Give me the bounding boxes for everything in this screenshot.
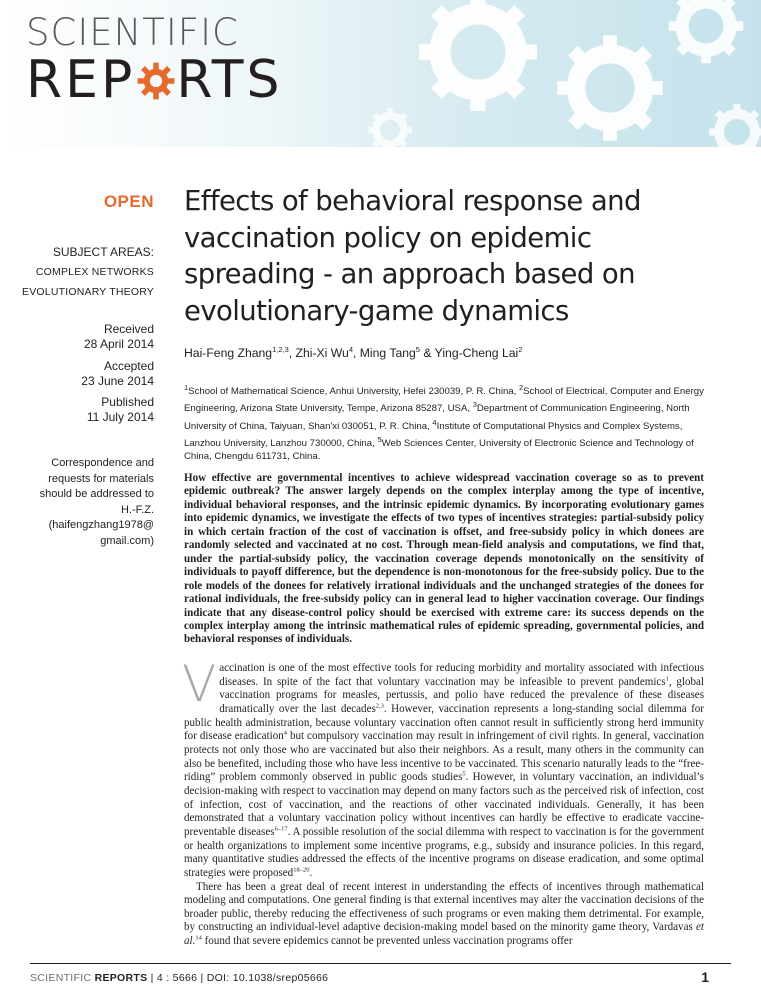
italic-text: et al.: [184, 921, 704, 948]
correspondence-line: should be addressed to: [39, 488, 154, 501]
footer-doi[interactable]: | 4 : 5666 | DOI: 10.1038/srep05666: [150, 972, 329, 984]
accepted-label: Accepted: [103, 359, 154, 373]
gear-icon: [419, 0, 537, 111]
author-name[interactable]: Zhi-Xi Wu: [295, 346, 349, 361]
abstract: How effective are governmental incentives to achieve widespread vaccination coverage so as to prevent epidemic outbreak? The answer largely depends on the complex interplay among the type of incentive, individual behavioral responses, and the intrinsic epidemic dynamics. By incorporating evolutionary games into epidemic dynamics, we investigate the effects of two types of incentives strategies: partial-subsidy policy in which certain fraction of the cost of vaccination is offset, and free-subsidy policy in which donees are randomly selected and vaccinated at no cost. Through mean-field analysis and computations, we find that, under the partial-subsidy policy, the vaccination coverage depends monotonically on the sensitivity of individuals to payoff difference, but the dependence is non-monotonous for the free-subsidy policy. Due to the role models of the donees for relatively irrational individuals and the unchanged strategies of the donees for rational individuals, the free-subsidy policy can in general lead to higher vaccination coverage. Our findings indicate that any disease-control policy should be exercised with extreme care: its success depends on the complex interplay among the intrinsic mathematical rules of epidemic spreading, governmental policies, and behavioral responses of individuals.: [184, 472, 704, 646]
text-run: . However, vaccination represents a long-standing social dilemma for public health administration, because voluntary vaccination often cannot result in sufficiently strong herd immunity for disease eradication: [184, 702, 704, 743]
paragraph-runs: [184, 881, 704, 948]
citation-ref[interactable]: 5: [462, 770, 466, 778]
accepted-info: [81, 359, 154, 389]
gear-icon: [557, 35, 662, 140]
citation-ref[interactable]: 14: [195, 934, 202, 942]
paragraph-runs: [182, 655, 705, 879]
article-title: [184, 183, 704, 329]
title-line: spreading - an approach based on: [184, 258, 635, 290]
open-access-badge: OPEN: [103, 192, 154, 211]
correspondence-line: Correspondence and: [51, 457, 154, 469]
title-line: Effects of behavioral response and: [184, 185, 641, 217]
journal-logo-line1: SCIENTIFIC: [26, 11, 239, 54]
affiliations: [184, 381, 714, 463]
author-name[interactable]: Hai-Feng Zhang: [184, 346, 273, 361]
author-name[interactable]: Ying-Cheng Lai: [434, 346, 519, 361]
text-run: . A possible resolution of the social dilemma with respect to vaccination is for the government or health organizations to implement some incentive programs, e.g., subsidy and insurance policies. In this regard, many quantitative studies addressed the effects of the incentive programs on disease eradication, and some optimal strategies were proposed: [184, 825, 705, 879]
citation-ref[interactable]: 6–17: [274, 825, 288, 833]
page-number: 1: [701, 969, 709, 985]
text-run: found that severe epidemics cannot be prevented unless vaccination programs offer: [201, 935, 573, 948]
author-list: [184, 345, 724, 360]
article-body: [182, 655, 705, 949]
author-affil-ref: 4: [348, 345, 353, 354]
affiliation: Institute of Computational Physics and Complex Systems, Lanzhou University, Lanzhou 730000, China,: [184, 420, 683, 450]
footer-divider: [30, 963, 731, 964]
footer-journal-a: SCIENTIFIC: [30, 972, 92, 984]
footer-citation: [30, 972, 328, 984]
footer-journal-b: REPORTS: [94, 972, 148, 984]
gear-icon: [135, 54, 176, 106]
author-affil-ref: 1,2,3: [272, 345, 289, 354]
affil-number: 5: [377, 434, 382, 444]
body-paragraph-1: [182, 655, 705, 881]
correspondence-email[interactable]: (haifengzhang1978@: [48, 519, 154, 532]
citation-ref[interactable]: 4: [283, 729, 288, 737]
author-separator: ,: [288, 346, 296, 361]
author-separator: &: [419, 346, 435, 361]
published-date: 11 July 2014: [86, 410, 154, 424]
affiliation: School of Electrical, Computer and Energy Engineering, Arizona State University, Tempe, Arizona 85287, USA,: [184, 386, 704, 415]
affiliation: School of Mathematical Science, Anhui University, Hefei 230039, P. R. China,: [188, 386, 519, 398]
received-info: [84, 322, 154, 352]
text-run: There has been a great deal of recent interest in understanding the effects of incentives through mathematical modeling and computations. One general finding is that external incentives may alter the vaccination decisions of the broader public, thereby reducing the effectiveness of such programs or even making them detrimental. For example, by constructing an individual-level adaptive decision-making model based on the minority game theory, Vardavas: [184, 880, 704, 934]
affil-number: 3: [472, 400, 477, 410]
published-info: [87, 395, 154, 425]
citation-ref[interactable]: 2,3: [375, 702, 384, 710]
gear-icon: [709, 104, 761, 147]
received-label: Received: [103, 322, 154, 336]
correspondence-line: requests for materials: [48, 472, 154, 485]
received-date: 28 April 2014: [83, 337, 154, 351]
journal-banner: [0, 0, 761, 147]
gear-icon: [368, 108, 411, 147]
subject-link[interactable]: EVOLUTIONARY THEORY: [22, 286, 154, 298]
title-line: evolutionary-game dynamics: [184, 294, 569, 327]
gear-icon: [669, 0, 743, 63]
accepted-date: 23 June 2014: [81, 374, 154, 388]
affil-number: 2: [518, 383, 524, 392]
correspondence-note: [24, 456, 154, 550]
text-run: , global vaccination programs for measles, pertussis, and polio have reduced the prevalence of these diseases dramatically over the last decades: [219, 675, 704, 715]
text-run: accination is one of the most effective tools for reducing morbidity and mortality associated with infectious diseases. In spite of the fact that voluntary vaccination may be infeasible to prevent pandemics: [219, 662, 704, 688]
affil-number: 4: [432, 417, 437, 427]
correspondence-line: H.-F.Z.: [121, 503, 154, 516]
affiliation: Web Sciences Center, University of Electronic Science and Technology of China, Chengdu 611731, China.: [184, 438, 694, 463]
logo-text-rep: REP: [26, 50, 136, 110]
author-affil-ref: 2: [518, 345, 523, 354]
author-name[interactable]: Ming Tang: [359, 346, 416, 361]
subject-link[interactable]: COMPLEX NETWORKS: [35, 266, 154, 278]
text-run: but compulsory vaccination may result in infringement of civil rights. In general, vaccination protects not only those who are vaccinated but also their neighbors. As a result, many others in the community can also be benefited, including those who have less incentive to be vaccinated. This scenario naturally leads to the “free-riding” problem commonly observed in public goods studies: [184, 730, 704, 784]
title-line: vaccination policy on epidemic: [184, 221, 592, 254]
logo-text-rts: RTS: [176, 50, 283, 110]
published-label: Published: [101, 395, 154, 409]
body-paragraph-2: [184, 881, 704, 949]
citation-ref[interactable]: 18–20: [293, 866, 310, 874]
author-affil-ref: 5: [415, 345, 420, 354]
affil-number: 1: [184, 383, 189, 392]
text-run: .: [309, 866, 313, 879]
text-run: . However, in voluntary vaccination, an individual’s decision-making with respect to vaccination may depend on many factors such as the perceived risk of infection, cost of infection, cost of vaccination, and the reactions of other vaccinated individuals. Generally, it has been demonstrated that a voluntary vaccination policy without incentives can hardly be effective to eradicate vaccine-preventable diseases: [184, 771, 704, 838]
author-separator: ,: [353, 346, 360, 361]
affiliation: Department of Communication Engineering, North University of China, Taiyuan, Shan'xi 030051, P. R. China,: [184, 403, 690, 432]
drop-cap: V: [182, 655, 217, 713]
citation-ref[interactable]: 1: [665, 674, 669, 682]
journal-logo-line2: [26, 50, 283, 110]
correspondence-email[interactable]: gmail.com): [100, 534, 154, 547]
subject-areas-heading: SUBJECT AREAS:: [52, 245, 154, 259]
